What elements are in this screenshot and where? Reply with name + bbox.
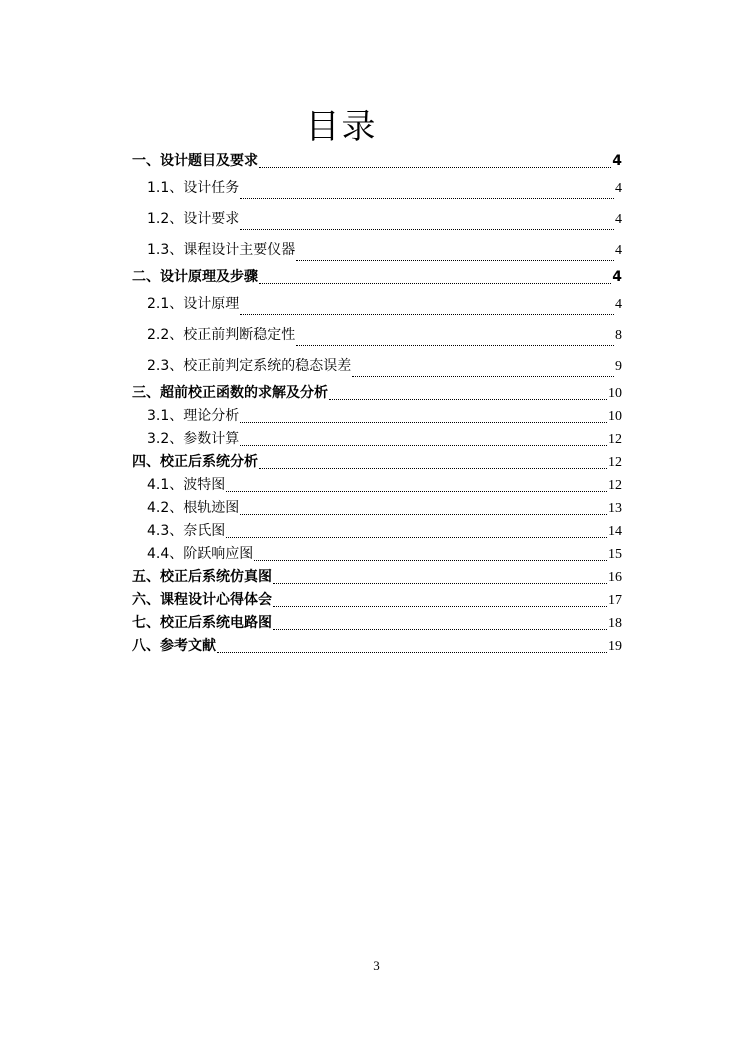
toc-entry-page: 9 (615, 359, 622, 374)
toc-entry-label: 三、超前校正函数的求解及分析 (132, 385, 328, 401)
dot-leader (329, 382, 607, 405)
toc-entry-page: 12 (608, 478, 622, 493)
dot-leader (259, 150, 611, 173)
toc-entry-3-2[interactable] (132, 428, 622, 451)
toc-entry-label: 4.1、波特图 (147, 477, 226, 493)
toc-entry-label: 4.4、阶跃响应图 (147, 546, 254, 562)
toc-entry-section-6[interactable] (132, 589, 622, 612)
toc-entry-page: 4 (615, 181, 622, 196)
toc-entry-label: 1.1、设计任务 (147, 180, 240, 196)
toc-entry-page: 16 (608, 570, 622, 585)
page-number: 3 (373, 958, 380, 973)
dot-leader (226, 474, 607, 497)
toc-entry-1-1[interactable] (132, 173, 622, 204)
toc-entry-section-2[interactable] (132, 266, 622, 289)
toc-entry-page: 12 (608, 455, 622, 470)
toc-entry-4-1[interactable] (132, 474, 622, 497)
toc-entry-label: 2.1、设计原理 (147, 296, 240, 312)
page-title: 目录 (305, 107, 378, 147)
toc-entry-4-2[interactable] (132, 497, 622, 520)
dot-leader (240, 428, 607, 451)
toc-entry-label: 六、课程设计心得体会 (132, 592, 272, 608)
dot-leader (296, 320, 614, 351)
toc-entry-label: 一、设计题目及要求 (132, 153, 258, 169)
dot-leader (240, 204, 614, 235)
toc-entry-page: 12 (608, 432, 622, 447)
toc-entry-page: 10 (608, 409, 622, 424)
toc-entry-label: 四、校正后系统分析 (132, 454, 258, 470)
toc-entry-4-3[interactable] (132, 520, 622, 543)
toc-entry-page: 17 (608, 593, 622, 608)
dot-leader (273, 612, 607, 635)
toc-entry-page: 19 (608, 639, 622, 654)
table-of-contents (132, 150, 622, 658)
toc-entry-page: 4 (612, 153, 622, 169)
toc-entry-section-4[interactable] (132, 451, 622, 474)
toc-entry-section-8[interactable] (132, 635, 622, 658)
toc-entry-label: 七、校正后系统电路图 (132, 615, 272, 631)
dot-leader (296, 235, 614, 266)
toc-entry-1-3[interactable] (132, 235, 622, 266)
dot-leader (240, 497, 607, 520)
toc-entry-page: 18 (608, 616, 622, 631)
toc-entry-page: 8 (615, 328, 622, 343)
toc-entry-2-2[interactable] (132, 320, 622, 351)
dot-leader (226, 520, 607, 543)
toc-entry-2-1[interactable] (132, 289, 622, 320)
dot-leader (352, 351, 614, 382)
dot-leader (217, 635, 607, 658)
dot-leader (240, 289, 614, 320)
toc-entry-label: 八、参考文献 (132, 638, 216, 654)
toc-entry-label: 3.2、参数计算 (147, 431, 240, 447)
toc-entry-label: 五、校正后系统仿真图 (132, 569, 272, 585)
toc-entry-label: 4.3、奈氏图 (147, 523, 226, 539)
toc-entry-4-4[interactable] (132, 543, 622, 566)
toc-entry-label: 2.2、校正前判断稳定性 (147, 327, 296, 343)
dot-leader (254, 543, 607, 566)
toc-entry-page: 10 (608, 386, 622, 401)
toc-entry-page: 4 (612, 269, 622, 285)
toc-entry-section-5[interactable] (132, 566, 622, 589)
dot-leader (259, 266, 611, 289)
toc-entry-page: 14 (608, 524, 622, 539)
toc-entry-page: 15 (608, 547, 622, 562)
toc-entry-page: 13 (608, 501, 622, 516)
toc-entry-label: 4.2、根轨迹图 (147, 500, 240, 516)
dot-leader (240, 405, 607, 428)
toc-entry-section-1[interactable] (132, 150, 622, 173)
dot-leader (273, 589, 607, 612)
toc-entry-page: 4 (615, 297, 622, 312)
toc-entry-label: 2.3、校正前判定系统的稳态误差 (147, 358, 352, 374)
dot-leader (259, 451, 607, 474)
toc-entry-label: 1.2、设计要求 (147, 211, 240, 227)
toc-entry-label: 3.1、理论分析 (147, 408, 240, 424)
dot-leader (240, 173, 614, 204)
toc-entry-page: 4 (615, 243, 622, 258)
toc-entry-section-7[interactable] (132, 612, 622, 635)
toc-entry-section-3[interactable] (132, 382, 622, 405)
dot-leader (273, 566, 607, 589)
toc-entry-2-3[interactable] (132, 351, 622, 382)
toc-entry-label: 1.3、课程设计主要仪器 (147, 242, 296, 258)
toc-entry-1-2[interactable] (132, 204, 622, 235)
toc-entry-label: 二、设计原理及步骤 (132, 269, 258, 285)
toc-entry-page: 4 (615, 212, 622, 227)
toc-entry-3-1[interactable] (132, 405, 622, 428)
